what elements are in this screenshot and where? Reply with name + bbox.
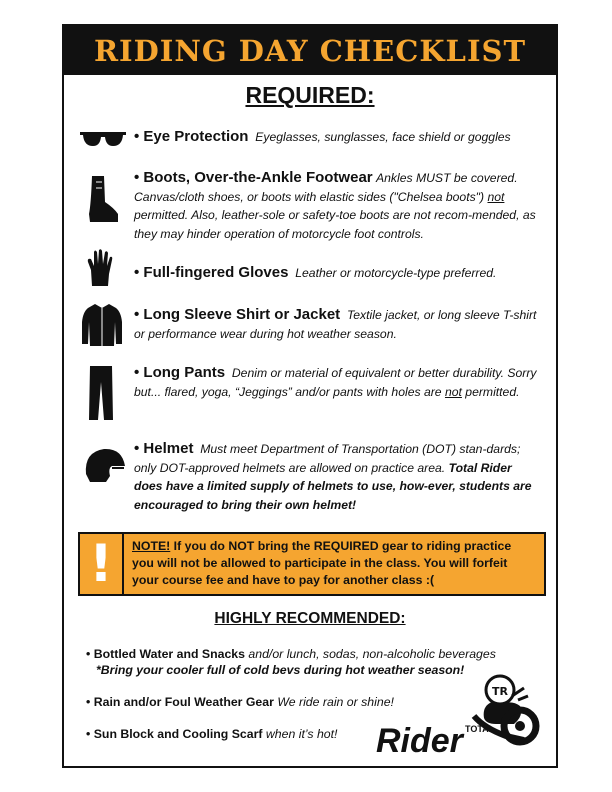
recommended-item: • Bottled Water and Snacks and/or lunch, sodas, non-alcoholic beverages *Bring your cooler full of cold bevs during hot weather season! — [86, 647, 496, 677]
checklist-card — [62, 24, 558, 768]
item-desc-cont: permitted. Also, leather-sole or safety-toe boots are not recom-mended, as they may hinder operation of motorcycle foot controls. — [134, 208, 536, 241]
required-heading: REQUIRED: — [245, 82, 375, 108]
recommended-item: • Sun Block and Cooling Scarf when it’s hot! — [86, 727, 338, 741]
required-item: • Long Sleeve Shirt or Jacket Textile jacket, or long sleeve T-shirt or performance wear during hot weather season. — [134, 306, 537, 341]
item-desc: Eyeglasses, sunglasses, face shield or goggles — [255, 130, 511, 144]
sunglasses-icon — [78, 129, 128, 149]
required-item: • Full-fingered Gloves Leather or motorcycle-type preferred. — [134, 264, 497, 281]
item-desc: Must meet Department of Transportation (DOT) stan-dards; only DOT-approved helmets are allowed on practice area. — [134, 442, 521, 475]
rec-name: Bottled Water and Snacks — [93, 647, 245, 661]
required-item: • Long Pants Denim or material of equivalent or better durability. Sorry but... flared, yoga, “Jeggings” and/or pants with holes are not permitted. — [134, 364, 537, 399]
rec-name: Sun Block and Cooling Scarf — [93, 727, 263, 741]
jacket-icon — [80, 302, 124, 348]
rec-desc: and/or lunch, sodas, non-alcoholic beverages — [248, 647, 496, 661]
notice-text — [122, 534, 544, 594]
notice-box — [78, 532, 546, 596]
notice-body: If you do NOT bring the REQUIRED gear to riding practice you will not be allowed to participate in the class. You will forfeit your course fee and have to pay for another class :( — [132, 539, 512, 587]
item-name: Long Sleeve Shirt or Jacket — [143, 306, 341, 323]
helmet-icon — [82, 446, 128, 486]
item-name: Full-fingered Gloves — [143, 264, 289, 281]
notice-label: NOTE! — [132, 539, 171, 553]
item-desc-underline: not — [487, 189, 505, 204]
rec-desc: when it’s hot! — [265, 727, 338, 741]
item-desc: Denim or material of equivalent or better durability. Sorry but... flared, yoga, “Jeggings” and/or pants with holes are — [134, 366, 537, 399]
item-name: Boots, Over-the-Ankle Footwear — [143, 169, 373, 186]
page-title: RIDING DAY CHECKLIST — [93, 33, 527, 68]
warning-icon: ! — [89, 534, 113, 594]
required-item: • Helmet Must meet Department of Transportation (DOT) stan-dards; only DOT-approved helmets are allowed on practice area. Total Rider does have a limited supply of helmets to use, how-ever, students are encouraged to bring their own helmet! — [134, 440, 532, 512]
item-desc-bold: Total Rider does have a limited supply of helmets to use, how-ever, students are encouraged to bring their own helmet! — [134, 460, 532, 512]
pants-icon — [86, 364, 116, 422]
rec-desc: We ride rain or shine! — [277, 695, 394, 709]
item-name: Eye Protection — [143, 128, 249, 145]
item-desc: Textile jacket, or long sleeve T-shirt or performance wear during hot weather season. — [134, 308, 537, 341]
title-bar — [64, 26, 556, 75]
total-rider-logo — [374, 666, 550, 762]
item-name: Long Pants — [143, 364, 226, 381]
required-item: • Boots, Over-the-Ankle Footwear Ankles MUST be covered. Canvas/cloth shoes, or boots with elastic sides ("Chelsea boots") not permitted. Also, leather-sole or safety-toe boots are not recom-mended, as they may hinder operation of motorcycle foot controls. — [134, 169, 536, 241]
item-desc-cont: permitted. — [461, 384, 520, 399]
logo-rider: Rider — [376, 722, 463, 760]
item-desc: Ankles MUST be covered. Canvas/cloth shoes, or boots with elastic sides ("Chelsea boots") — [134, 171, 518, 204]
item-desc-underline: not — [444, 384, 462, 399]
glove-icon — [86, 248, 116, 288]
recommended-heading: HIGHLY RECOMMENDED: — [214, 610, 406, 627]
boot-icon — [84, 174, 120, 224]
item-name: Helmet — [143, 440, 194, 457]
required-item: • Eye Protection Eyeglasses, sunglasses, face shield or goggles — [134, 128, 511, 145]
item-desc: Leather or motorcycle-type preferred. — [295, 266, 497, 280]
recommended-item: • Rain and/or Foul Weather Gear We ride rain or shine! — [86, 695, 394, 709]
logo-badge: TR — [492, 685, 508, 698]
logo-total: TOTAL — [465, 724, 495, 734]
rec-sub: *Bring your cooler full of cold bevs during hot weather season! — [96, 663, 465, 677]
rec-name: Rain and/or Foul Weather Gear — [93, 695, 274, 709]
